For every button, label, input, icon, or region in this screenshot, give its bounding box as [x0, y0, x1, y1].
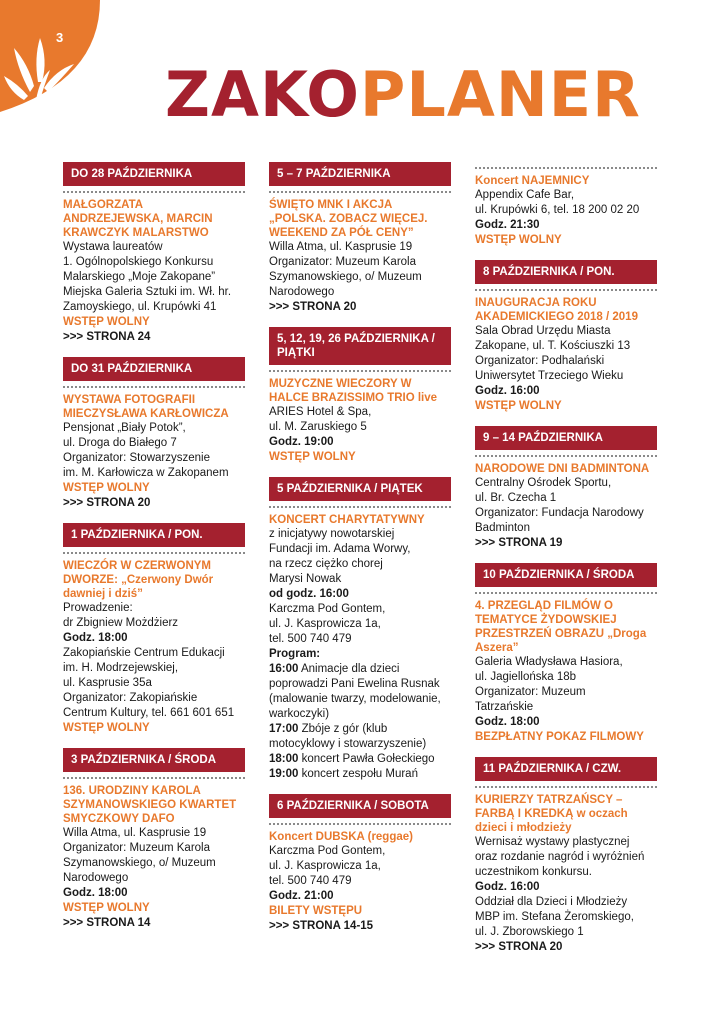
dotted-divider [475, 455, 657, 457]
date-header: 10 PAŹDZIERNIKA / ŚRODA [475, 563, 657, 587]
event-title: WYSTAWA FOTOGRAFII MIECZYSŁAWA KARŁOWICZA [63, 394, 229, 420]
entry-info: WSTĘP WOLNY [475, 234, 562, 246]
event-detail-line: Miejska Galeria Sztuki im. Wł. hr. [63, 286, 232, 298]
entry-info: WSTĘP WOLNY [63, 722, 150, 734]
column-1 [63, 150, 245, 933]
event-detail-line: uczestnikom konkursu. [475, 866, 592, 878]
event-detail-line: ul. Jagiellońska 18b [475, 671, 577, 683]
event-detail-line: Narodowego [63, 872, 129, 884]
dotted-divider [63, 386, 245, 388]
event-block [475, 563, 657, 745]
event-detail-line: ul. Droga do Białego 7 [63, 437, 177, 449]
event-block [269, 794, 451, 934]
event-detail-line: MBP im. Stefana Żeromskiego, [475, 911, 634, 923]
entry-info: BEZPŁATNY POKAZ FILMOWY [475, 731, 644, 743]
page-number: 3 [56, 30, 64, 45]
event-detail-line: Organizator: Muzeum Karola [63, 842, 211, 854]
event-title: MUZYCZNE WIECZORY W HALCE BRAZISSIMO TRIO live [269, 378, 438, 404]
event-time: Godz. 16:00 [475, 385, 540, 397]
event-detail-line: im. H. Modrzejewskiej, [63, 662, 179, 674]
event-detail-line: Organizator: Podhalański [475, 355, 605, 367]
event-block [63, 357, 245, 511]
event-detail-line: ul. J. Zborowskiego 1 [475, 926, 584, 938]
event-detail-line: tel. 500 740 479 [269, 875, 352, 887]
event-detail-line: z inicjatywy nowotarskiej [269, 528, 395, 540]
program-item [269, 662, 451, 722]
dotted-divider [269, 506, 451, 508]
event-time: Godz. 16:00 [475, 881, 540, 893]
date-header: 5, 12, 19, 26 PAŹDZIERNIKA / PIĄTKI [269, 327, 451, 365]
event-detail-line: Appendix Cafe Bar, [475, 189, 575, 201]
event-time: Godz. 21:30 [475, 219, 540, 231]
dotted-divider [475, 786, 657, 788]
event-time: od godz. 16:00 [269, 588, 349, 600]
entry-info: BILETY WSTĘPU [269, 905, 363, 917]
program-time: 18:00 [269, 753, 299, 765]
dotted-divider [475, 289, 657, 291]
event-time: Godz. 18:00 [63, 632, 128, 644]
program-label: Program: [269, 648, 321, 660]
event-detail-line: Wernisaż wystawy plastycznej [475, 836, 630, 848]
date-header: 6 PAŹDZIERNIKA / SOBOTA [269, 794, 451, 818]
event-detail-line: Malarskiego „Moje Zakopane” [63, 271, 216, 283]
event-detail-line: Sala Obrad Urzędu Miasta [475, 325, 611, 337]
event-block [475, 757, 657, 955]
page-reference: >>> STRONA 20 [269, 301, 357, 313]
event-block [269, 477, 451, 782]
event-detail-line: dr Zbigniew Możdżierz [63, 617, 179, 629]
event-detail-line: Karczma Pod Gontem, [269, 603, 386, 615]
event-detail-line: Karczma Pod Gontem, [269, 845, 386, 857]
event-title: NARODOWE DNI BADMINTONA [475, 463, 650, 475]
wheat-corner-logo [0, 0, 140, 120]
program-desc: Animacje dla dzieci poprowadzi Pani Ewelina Rusnak (malowanie twarzy, modelowanie, warkoczyki) [269, 663, 441, 720]
program-desc: koncert Pawła Gołeckiego [301, 753, 435, 765]
column-3 [475, 150, 657, 957]
entry-info: WSTĘP WOLNY [63, 902, 150, 914]
program-desc: Zbóje z gór (klub motocyklowy i stowarzyszenie) [269, 723, 427, 750]
event-detail-line: Zamoyskiego, ul. Krupówki 41 [63, 301, 217, 313]
event-detail-line: Pensjonat „Biały Potok”, [63, 422, 186, 434]
event-detail-line: oraz rozdanie nagród i wyróżnień [475, 851, 645, 863]
event-detail-line: im. M. Karłowicza w Zakopanem [63, 467, 229, 479]
event-detail-line: ul. Krupówki 6, tel. 18 200 02 20 [475, 204, 640, 216]
event-detail-line: Fundacji im. Adama Worwy, [269, 543, 411, 555]
event-block [269, 162, 451, 315]
program-desc: koncert zespołu Murań [301, 768, 418, 780]
date-header: 9 – 14 PAŹDZIERNIKA [475, 426, 657, 450]
event-title: ŚWIĘTO MNK I AKCJA „POLSKA. ZOBACZ WIĘCEJ. WEEKEND ZA PÓŁ CENY” [269, 199, 428, 239]
event-detail-line: Szymanowskiego, o/ Muzeum [269, 271, 422, 283]
date-header: DO 28 PAŹDZIERNIKA [63, 162, 245, 186]
event-detail-line: Organizator: Fundacja Narodowy [475, 507, 644, 519]
event-title: MAŁGORZATA ANDRZEJEWSKA, MARCIN KRAWCZYK MALARSTWO [63, 199, 213, 239]
entry-info: WSTĘP WOLNY [269, 451, 356, 463]
event-detail-line: Uniwersytet Trzeciego Wieku [475, 370, 624, 382]
event-title: INAUGURACJA ROKU AKADEMICKIEGO 2018 / 2019 [475, 297, 638, 323]
event-title: 136. URODZINY KAROLA SZYMANOWSKIEGO KWARTET SMYCZKOWY DAFO [63, 785, 237, 825]
event-detail-line: Organizator: Zakopiańskie [63, 692, 198, 704]
zakoplaner-logo [165, 60, 641, 130]
date-header: 5 – 7 PAŹDZIERNIKA [269, 162, 451, 186]
program-item [269, 767, 451, 782]
event-time: Godz. 21:00 [269, 890, 334, 902]
event-detail-line: Willa Atma, ul. Kasprusie 19 [269, 241, 413, 253]
program-time: 16:00 [269, 663, 299, 675]
date-header: 1 PAŹDZIERNIKA / PON. [63, 523, 245, 547]
event-detail-line: Organizator: Muzeum [475, 686, 586, 698]
program-time: 17:00 [269, 723, 299, 735]
page-reference: >>> STRONA 19 [475, 537, 563, 549]
event-detail-line: ul. Kasprusie 35a [63, 677, 152, 689]
program-item [269, 722, 451, 752]
event-block [63, 162, 245, 345]
event-detail-line: Wystawa laureatów [63, 241, 163, 253]
entry-info: WSTĘP WOLNY [475, 400, 562, 412]
program-item [269, 752, 451, 767]
dotted-divider [63, 777, 245, 779]
dotted-divider [269, 191, 451, 193]
column-2 [269, 150, 451, 936]
event-detail-line: ul. M. Zaruskiego 5 [269, 421, 367, 433]
event-detail-line: Organizator: Stowarzyszenie [63, 452, 211, 464]
logo-zako: ZAKO [165, 58, 360, 131]
event-detail-line: Zakopane, ul. T. Kościuszki 13 [475, 340, 631, 352]
logo-planer: PLANER [359, 58, 641, 131]
event-detail-line: 1. Ogólnopolskiego Konkursu [63, 256, 214, 268]
event-detail-line: na rzecz ciężko chorej [269, 558, 383, 570]
event-detail-line: ul. J. Kasprowicza 1a, [269, 618, 381, 630]
date-header: DO 31 PAŹDZIERNIKA [63, 357, 245, 381]
event-detail-line: Organizator: Muzeum Karola [269, 256, 417, 268]
event-block [475, 260, 657, 414]
program-time: 19:00 [269, 768, 299, 780]
event-title: Koncert NAJEMNICY [475, 175, 590, 187]
event-block [63, 748, 245, 931]
dotted-divider [475, 167, 657, 169]
event-block [63, 523, 245, 736]
event-time: Godz. 18:00 [63, 887, 128, 899]
dotted-divider [63, 191, 245, 193]
event-time: Godz. 18:00 [475, 716, 540, 728]
page-reference: >>> STRONA 24 [63, 331, 151, 343]
event-title: Koncert DUBSKA (reggae) [269, 831, 413, 843]
page-reference: >>> STRONA 20 [475, 941, 563, 953]
date-header: 3 PAŹDZIERNIKA / ŚRODA [63, 748, 245, 772]
page-reference: >>> STRONA 20 [63, 497, 151, 509]
event-detail-line: Zakopiańskie Centrum Edukacji [63, 647, 225, 659]
dotted-divider [63, 552, 245, 554]
entry-info: WSTĘP WOLNY [63, 482, 150, 494]
event-detail-line: Oddział dla Dzieci i Młodzieży [475, 896, 628, 908]
event-block [269, 327, 451, 465]
event-time: Godz. 19:00 [269, 436, 334, 448]
event-title: KURIERZY TATRZAŃSCY – FARBĄ I KREDKĄ w oczach dzieci i młodzieży [475, 794, 628, 834]
event-title: WIECZÓR W CZERWONYM DWORZE: „Czerwony Dwór dawniej i dziś” [63, 560, 214, 600]
event-detail-line: ul. J. Kasprowicza 1a, [269, 860, 381, 872]
dotted-divider [475, 592, 657, 594]
page-reference: >>> STRONA 14-15 [269, 920, 374, 932]
event-detail-line: tel. 500 740 479 [269, 633, 352, 645]
event-detail-line: ul. Br. Czecha 1 [475, 492, 557, 504]
event-detail-line: Badminton [475, 522, 530, 534]
event-detail-line: Tatrzańskie [475, 701, 534, 713]
event-detail-line: Centrum Kultury, tel. 661 601 651 [63, 707, 235, 719]
page-reference: >>> STRONA 14 [63, 917, 151, 929]
event-detail-line: Willa Atma, ul. Kasprusie 19 [63, 827, 207, 839]
date-header: 11 PAŹDZIERNIKA / CZW. [475, 757, 657, 781]
date-header: 5 PAŹDZIERNIKA / PIĄTEK [269, 477, 451, 501]
event-detail-line: Marysi Nowak [269, 573, 342, 585]
date-header: 8 PAŹDZIERNIKA / PON. [475, 260, 657, 284]
event-block [475, 426, 657, 551]
event-detail-line: Szymanowskiego, o/ Muzeum [63, 857, 216, 869]
event-detail-line: Narodowego [269, 286, 335, 298]
event-detail-line: Centralny Ośrodek Sportu, [475, 477, 612, 489]
event-detail-line: Galeria Władysława Hasiora, [475, 656, 623, 668]
event-detail-line: ARIES Hotel & Spa, [269, 406, 372, 418]
event-detail-line: Prowadzenie: [63, 602, 133, 614]
dotted-divider [269, 823, 451, 825]
event-title: KONCERT CHARYTATYWNY [269, 514, 425, 526]
entry-info: WSTĘP WOLNY [63, 316, 150, 328]
dotted-divider [269, 370, 451, 372]
event-block [475, 150, 657, 248]
event-title: 4. PRZEGLĄD FILMÓW O TEMATYCE ŻYDOWSKIEJ PRZESTRZEŃ OBRAZU „Droga Aszera” [475, 600, 647, 654]
